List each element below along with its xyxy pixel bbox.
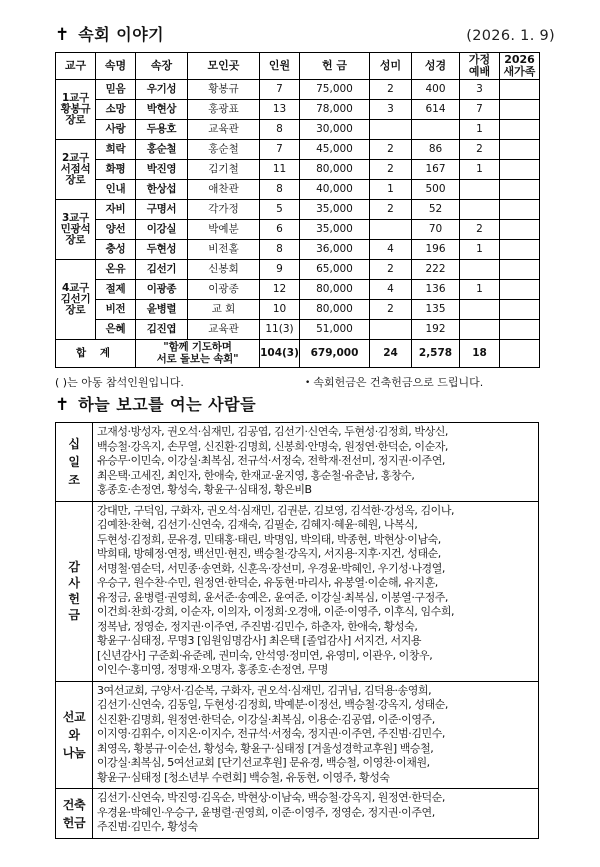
section2-title: 하늘 보고를 여는 사람들 [78,395,257,414]
cell-home-worship: 1 [460,280,500,300]
cell-place: 홍순철 [188,140,260,160]
offering-names-line: 김선기·신연숙, 박진영·김옥순, 박현상·이남숙, 백승철·강옥지, 원정연·한덕순, [97,791,445,805]
table-row [56,300,540,320]
offering-category-row [56,423,539,502]
cell-attendance: 9 [260,260,300,280]
district-label-line: 장로 [65,234,86,246]
cell-rice [370,120,412,140]
table-row [56,180,540,200]
header-home-worship-line2: 예배 [468,65,491,78]
cell-leader: 우기성 [136,80,188,100]
offering-names-line: 서명철·염순덕, 서민종·송연화, 신훈옥·장선미, 우경윤·박혜인, 우기성·나경열, [97,561,445,575]
cell-attendance: 10 [260,300,300,320]
cell-place: 박예분 [188,220,260,240]
cell-leader: 두현성 [136,240,188,260]
cell-group-name: 절제 [96,280,136,300]
cell-leader: 박현상 [136,100,188,120]
offering-names-line: 이인수·홍미영, 정명재·오명자, 홍종호·손정연, 무명 [97,663,328,677]
cell-attendance: 8 [260,240,300,260]
offering-category-label [56,681,93,789]
cell-rice: 2 [370,80,412,100]
cell-attendance: 11(3) [260,320,300,340]
total-rice: 24 [370,340,412,368]
cell-offering: 51,000 [300,320,370,340]
cell-rice [370,220,412,240]
cell-rice: 4 [370,280,412,300]
district-label [56,80,96,140]
cell-bible: 135 [412,300,460,320]
header-place: 모인곳 [188,53,260,80]
cell-bible: 500 [412,180,460,200]
table-row [56,260,540,280]
total-attendance: 104(3) [260,340,300,368]
offering-names-line: 황윤구·심태정, 무명3 [임원임명감사] 최은택 [졸업감사] 서지건, 서지용 [97,634,422,648]
cell-place: 김기철 [188,160,260,180]
cell-newcomer [500,280,540,300]
total-home-worship: 18 [460,340,500,368]
cell-place: 애찬관 [188,180,260,200]
cell-newcomer [500,100,540,120]
total-bible: 2,578 [412,340,460,368]
category-label-line: 금 [68,608,80,623]
cell-leader: 홍순철 [136,140,188,160]
cell-home-worship: 7 [460,100,500,120]
offering-names-cell [93,789,539,839]
cell-place: 교육관 [188,320,260,340]
page-title: 속회 이야기 [78,25,165,44]
cell-place: 교육관 [188,120,260,140]
cell-leader: 이광종 [136,280,188,300]
cell-rice: 4 [370,240,412,260]
offering-names-line: 우승구, 원수찬·수민, 원정연·한덕순, 유동현·마리사, 유봉열·이순해, 유지훈, [97,576,438,590]
cell-bible: 614 [412,100,460,120]
cell-group-name: 인내 [96,180,136,200]
cell-leader: 박진영 [136,160,188,180]
cell-rice: 3 [370,100,412,120]
cell-home-worship: 1 [460,240,500,260]
offering-category-row [56,501,539,681]
cell-attendance: 11 [260,160,300,180]
cell-newcomer [500,200,540,220]
cell-place: 각가정 [188,200,260,220]
offering-category-label [56,423,93,502]
header-bible: 성경 [412,53,460,80]
offering-names-cell [93,423,539,502]
header-attendance: 인원 [260,53,300,80]
motto-line: 서로 돌보는 속회" [156,352,239,365]
offering-names-table [55,422,539,839]
header-newcomer [500,53,540,80]
cross-icon: ✝ [55,25,70,45]
offering-names-line: 황윤구·심태정 [청소년부 수련회] 백승철, 유동현, 이영주, 황성숙 [97,770,390,784]
table-row [56,200,540,220]
offering-names-line: 강대만, 구덕임, 구화자, 권오석·심재민, 김권분, 김보영, 김석한·강성옥, 김이나, [97,503,455,517]
table-body [56,80,540,368]
cell-offering: 80,000 [300,280,370,300]
header-group-name: 속명 [96,53,136,80]
cell-leader: 김진엽 [136,320,188,340]
district-label-line: 김선기 [60,292,91,305]
section1-header [55,22,555,45]
cell-newcomer [500,120,540,140]
cell-attendance: 7 [260,140,300,160]
offering-names-line: 신진환·김명희, 원정연·한덕순, 이강실·최복심, 이용순·김공엽, 이준·이영주, [97,712,435,726]
header-newcomer-line2: 새가족 [503,65,536,78]
footnote-offering-note [305,374,483,390]
cell-newcomer [500,300,540,320]
cell-group-name: 소망 [96,100,136,120]
cell-group-name: 희락 [96,140,136,160]
cell-newcomer [500,80,540,100]
offering-category-label [56,789,93,839]
cell-offering: 30,000 [300,120,370,140]
cell-attendance: 7 [260,80,300,100]
header-rice: 성미 [370,53,412,80]
category-label-line: 선교 [62,710,86,725]
cell-leader: 한상섭 [136,180,188,200]
cell-bible: 167 [412,160,460,180]
cell-group-name: 믿음 [96,80,136,100]
header-home-worship [460,53,500,80]
cell-newcomer [500,160,540,180]
cell-home-worship [460,320,500,340]
table-row [56,120,540,140]
cell-leader: 윤병렬 [136,300,188,320]
cell-place: 홍광표 [188,100,260,120]
offering-names-line: 김예찬·찬혁, 김선기·신연숙, 김재숙, 김필순, 김혜지·혜윤·혜원, 나복식, [97,518,418,532]
offering-names-line: 우경윤·박혜인·우승구, 윤병렬·권영희, 이준·이영주, 정영순, 정지권·이주연, [97,805,435,819]
motto-line: "함께 기도하며 [163,341,232,354]
district-label-line: 황봉규 [60,102,91,115]
cell-bible: 70 [412,220,460,240]
cell-offering: 40,000 [300,180,370,200]
cell-rice: 2 [370,140,412,160]
district-label [56,140,96,200]
cell-place: 교 회 [188,300,260,320]
offering-category-row [56,681,539,789]
cell-newcomer [500,220,540,240]
cell-bible: 52 [412,200,460,220]
cell-leader: 김선기 [136,260,188,280]
cell-newcomer [500,320,540,340]
cell-bible: 196 [412,240,460,260]
cell-leader: 구명서 [136,200,188,220]
table-row [56,100,540,120]
offering-names-line: 두현성·김정희, 문유경, 민태홍·태린, 박명임, 박의태, 박종현, 박현상·이남숙, [97,532,441,546]
category-label-line: 나눔 [62,746,86,761]
cell-attendance: 8 [260,120,300,140]
category-label-line: 일 [68,454,80,469]
cell-group-report-table [55,52,540,368]
table-header-row [56,53,540,80]
cell-place: 황봉규 [188,80,260,100]
total-newcomer [500,340,540,368]
motto-text [136,340,260,368]
cell-home-worship: 1 [460,120,500,140]
district-label-line: 민광석 [60,222,91,235]
offering-category-row [56,789,539,839]
bulletin-date: (2026. 1. 9) [466,28,555,44]
cell-rice: 2 [370,260,412,280]
cell-attendance: 13 [260,100,300,120]
offering-names-cell [93,501,539,681]
cell-home-worship: 2 [460,140,500,160]
cell-rice [370,320,412,340]
category-label-line: 헌 [68,592,80,607]
offering-names-line: 최영옥, 황봉규·이순선, 황성숙, 황윤구·심태정 [겨울성경학교후원] 백승철, [97,741,434,755]
header-newcomer-line1: 2026 [504,53,535,67]
offering-category-label [56,501,93,681]
cell-group-name: 사랑 [96,120,136,140]
district-label-line: 4교구 [62,281,89,294]
table-row [56,160,540,180]
offering-names-line: [신년감사] 구준회·유준례, 권미숙, 안석영·정미연, 유영미, 이관우, 이창우, [97,648,433,662]
header-offering: 헌 금 [300,53,370,80]
cell-home-worship [460,200,500,220]
district-label [56,200,96,260]
cell-group-name: 비전 [96,300,136,320]
category-label-line: 십 [68,436,80,451]
header-home-worship-line1: 가정 [468,53,491,67]
cell-group-name: 은혜 [96,320,136,340]
offering-names-line: 최은택·고세진, 최인자, 한애숙, 한재교·윤지영, 홍순철·유춘남, 홍창수, [97,468,415,482]
cell-attendance: 5 [260,200,300,220]
table-row [56,80,540,100]
offering-names-cell [93,681,539,789]
district-label-line: 서점석 [60,162,91,175]
cell-offering: 75,000 [300,80,370,100]
table-row [56,220,540,240]
footnote-row [55,374,555,390]
bullet-icon: • [305,378,311,388]
district-label-line: 2교구 [62,151,89,164]
table-row [56,280,540,300]
table-row [56,240,540,260]
cell-rice: 2 [370,200,412,220]
category-label-line: 조 [68,472,80,487]
header-gugu: 교구 [56,53,96,80]
offering-names-body [56,423,539,839]
total-label: 합 계 [56,340,136,368]
cell-offering: 80,000 [300,300,370,320]
cell-bible: 192 [412,320,460,340]
cell-newcomer [500,240,540,260]
offering-names-line: 이지영·김휘수, 이지온·이지수, 전규석·서정숙, 정지권·이주연, 주진범·김민수, [97,727,445,741]
district-label-line: 1교구 [62,91,89,104]
cell-rice: 2 [370,160,412,180]
offering-names-line: 김선기·신연숙, 김동일, 두현성·김정희, 박예분·이정선, 백승철·강옥지, 성태순, [97,698,448,712]
cell-bible: 136 [412,280,460,300]
offering-names-line: 홍종호·손정연, 황성숙, 황윤구·심태정, 황은비B [97,483,312,497]
footnote-offering-text: 속회헌금은 건축헌금으로 드립니다. [313,376,484,389]
cell-newcomer [500,260,540,280]
section2-header [55,392,555,415]
district-label-line: 3교구 [62,211,89,224]
cell-leader: 두용호 [136,120,188,140]
cell-offering: 65,000 [300,260,370,280]
cell-offering: 45,000 [300,140,370,160]
cell-bible: 400 [412,80,460,100]
cell-newcomer [500,140,540,160]
cell-newcomer [500,180,540,200]
cross-icon: ✝ [55,395,70,415]
table-row [56,320,540,340]
footnote-children-note: ( )는 아동 참석인원입니다. [55,376,184,389]
offering-names-line: 정복남, 정영순, 정지권·이주연, 주진범·김민수, 하춘자, 한애숙, 황성숙, [97,619,418,633]
cell-home-worship: 1 [460,160,500,180]
cell-attendance: 6 [260,220,300,240]
cell-place: 신봉회 [188,260,260,280]
cell-place: 비전홀 [188,240,260,260]
cell-group-name: 양선 [96,220,136,240]
table-total-row [56,340,540,368]
cell-home-worship [460,180,500,200]
offering-names-line: 주진범·김민수, 황성숙 [97,820,198,834]
cell-group-name: 자비 [96,200,136,220]
offering-names-line: 백승철·강옥지, 손무열, 신진환·김명희, 신봉희·안명숙, 원정연·한덕순, 이순자, [97,439,448,453]
cell-offering: 80,000 [300,160,370,180]
cell-leader: 이강실 [136,220,188,240]
cell-place: 이광종 [188,280,260,300]
category-label-line: 헌금 [62,815,86,830]
total-offering: 679,000 [300,340,370,368]
cell-group-name: 화평 [96,160,136,180]
district-label-line: 장로 [65,174,86,186]
offering-names-line: 유승무·이민숙, 이강실·최복심, 전규석·서정숙, 전학재·전선미, 정지권·이주연, [97,454,445,468]
cell-attendance: 12 [260,280,300,300]
cell-rice: 2 [370,300,412,320]
category-label-line: 사 [68,575,80,590]
offering-names-line: 고재성·방성자, 권오석·심재민, 김공엽, 김선기·신연숙, 두현성·김정희, 박상신, [97,425,448,438]
district-label-line: 장로 [65,114,86,126]
header-leader: 속장 [136,53,188,80]
cell-offering: 36,000 [300,240,370,260]
category-label-line: 와 [68,728,80,743]
cell-home-worship [460,260,500,280]
cell-home-worship: 3 [460,80,500,100]
offering-names-line: 박희태, 방혜정·연정, 백선민·현진, 백승철·강옥지, 서지용·지후·지건, 성태순, [97,547,441,561]
category-label-line: 감 [68,559,80,574]
cell-group-name: 충성 [96,240,136,260]
category-label-line: 건축 [62,797,86,812]
cell-bible: 86 [412,140,460,160]
cell-bible [412,120,460,140]
cell-home-worship [460,300,500,320]
cell-rice: 1 [370,180,412,200]
offering-names-line: 이건희·찬희·강희, 이순자, 이의자, 이정희·오경애, 이준·이영주, 이후식, 임수희, [97,605,455,619]
cell-bible: 222 [412,260,460,280]
district-label [56,260,96,340]
cell-home-worship: 2 [460,220,500,240]
table-row [56,140,540,160]
offering-names-line: 3여선교회, 구양서·김순복, 구화자, 권오석·심재민, 김귀님, 김덕용·송영희, [97,683,432,697]
offering-names-line: 유정금, 윤병렬·권영희, 윤서준·송예은, 윤여준, 이강실·최복심, 이봉열·구정주, [97,590,448,604]
cell-attendance: 8 [260,180,300,200]
cell-offering: 78,000 [300,100,370,120]
cell-offering: 35,000 [300,200,370,220]
cell-offering: 35,000 [300,220,370,240]
offering-names-line: 이강실·최복심, 5여선교회 [단기선교후원] 문유경, 백승철, 이영찬·이채원, [97,756,430,770]
cell-group-name: 온유 [96,260,136,280]
district-label-line: 장로 [65,304,86,316]
